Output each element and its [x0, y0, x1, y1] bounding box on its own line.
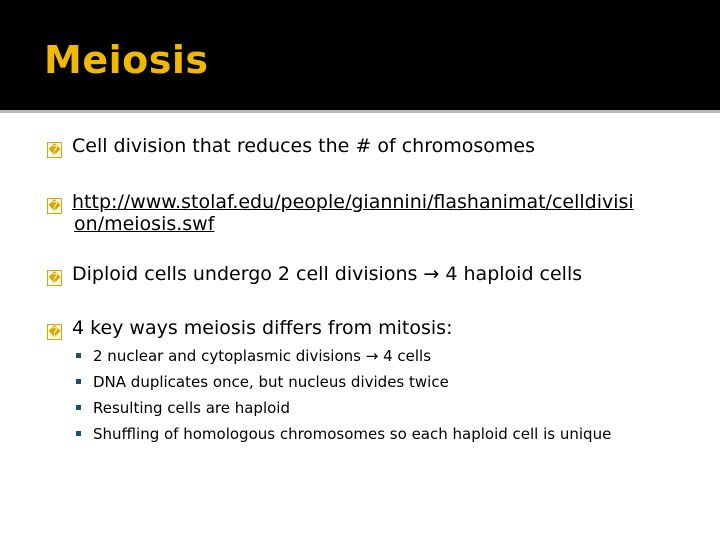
square-bullet-icon — [76, 431, 81, 436]
title-bar — [0, 0, 720, 110]
sub-bullet-item — [76, 373, 449, 391]
sub-bullet-text: Shuffling of homologous chromosomes so each haploid cell is unique — [93, 425, 612, 443]
meiosis-animation-link[interactable]: http://www.stolaf.edu/people/giannini/flashanimat/celldivisi — [72, 191, 634, 213]
sub-bullet-item — [76, 347, 431, 365]
sub-bullet-text: DNA duplicates once, but nucleus divides twice — [93, 373, 449, 391]
bullet-text: 4 key ways meiosis differs from mitosis: — [72, 317, 453, 339]
sub-bullet-item — [76, 399, 290, 417]
sub-bullet-text: Resulting cells are haploid — [93, 399, 290, 417]
bullet-marker-icon: � — [48, 143, 61, 157]
bullet-item — [47, 263, 582, 286]
bullet-marker-icon: � — [48, 199, 61, 213]
sub-bullet-item — [76, 425, 611, 443]
slide-title: Meiosis — [44, 38, 209, 82]
bullet-text: Cell division that reduces the # of chromosomes — [72, 135, 535, 157]
square-bullet-icon — [76, 353, 81, 358]
bullet-marker-icon: � — [48, 271, 61, 285]
bullet-item — [47, 135, 535, 158]
bullet-marker-icon: � — [48, 325, 61, 339]
bullet-item-link[interactable] — [47, 191, 634, 214]
square-bullet-icon — [76, 379, 81, 384]
square-bullet-icon — [76, 405, 81, 410]
sub-bullet-text: 2 nuclear and cytoplasmic divisions → 4 cells — [93, 347, 432, 365]
meiosis-animation-link-continued[interactable]: on/meiosis.swf — [74, 213, 215, 235]
title-divider — [0, 110, 720, 113]
bullet-text: Diploid cells undergo 2 cell divisions → 4 haploid cells — [72, 263, 583, 285]
bullet-item — [47, 317, 452, 340]
